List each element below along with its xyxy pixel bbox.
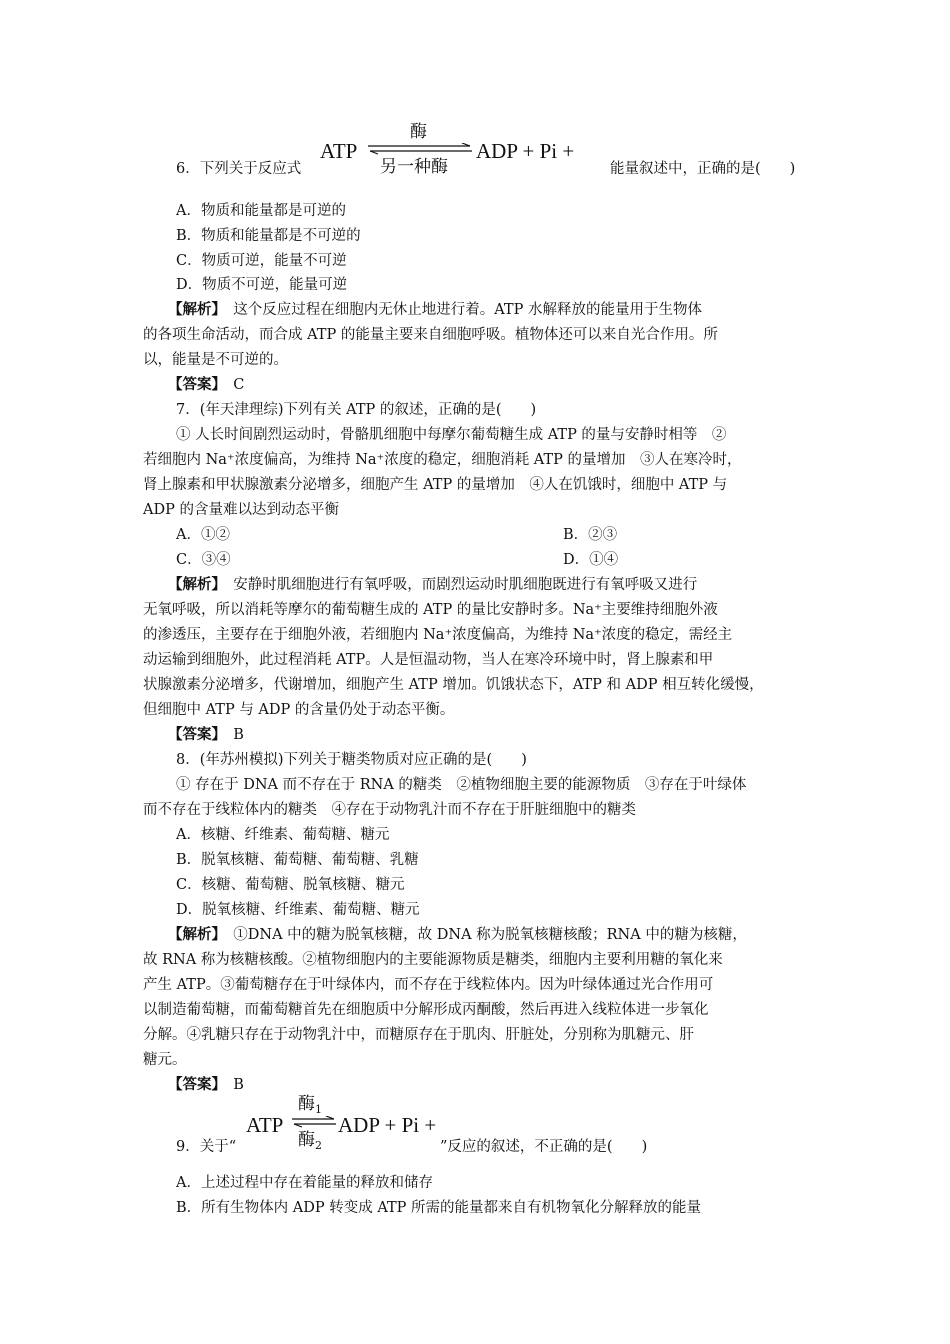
eq-bottom-enzyme: 另一种酶 [380, 157, 448, 177]
q8-analysis-line-3: 产生 ATP。③葡萄糖存在于叶绿体内，而不存在于线粒体内。因为叶绿体通过光合作用可 [143, 977, 714, 993]
q7-analysis-line-2: 无氧呼吸，所以消耗等摩尔的葡萄糖生成的 ATP 的量比安静时多。Na⁺主要维持细胞外液 [143, 602, 718, 618]
eq-atp: ATP [246, 1113, 284, 1137]
q7-stem: 7．(年天津理综)下列有关 ATP 的叙述，正确的是( ) [176, 402, 537, 418]
q6-stem-suffix: 能量叙述中，正确的是( ) [610, 161, 796, 177]
analysis-label: 【解析】 [168, 576, 219, 593]
q7-analysis-line-6: 但细胞中 ATP 与 ADP 的含量仍处于动态平衡。 [143, 702, 455, 718]
q8-option-d: D．脱氧核糖、纤维素、葡萄糖、糖元 [176, 902, 420, 918]
q7-analysis-line-3: 的渗透压，主要存在于细胞外液，若细胞内 Na⁺浓度偏高，为维持 Na⁺浓度的稳定，需经主 [143, 627, 733, 643]
q8-option-b: B．脱氧核糖、葡萄糖、葡萄糖、乳糖 [176, 852, 419, 868]
q8-analysis-line-4: 以制造葡萄糖，而葡萄糖首先在细胞质中分解形成丙酮酸，然后再进入线粒体进一步氧化 [143, 1002, 709, 1018]
q6-analysis-line-2: 的各项生命活动，而合成 ATP 的能量主要来自细胞呼吸。植物体还可以来自光合作用。所 [143, 327, 718, 343]
q6-answer: 【答案】 C [168, 376, 245, 393]
q7-body-line-2: 若细胞内 Na⁺浓度偏高，为维持 Na⁺浓度的稳定，细胞消耗 ATP 的量增加 ③人在寒冷时， [143, 452, 742, 468]
q8-analysis-line-2: 故 RNA 称为核糖核酸。②植物细胞内的主要能源物质是糖类，细胞内主要利用糖的氧化来 [143, 952, 723, 968]
eq-products: ADP + Pi + [338, 1113, 437, 1137]
eq-bottom-enzyme: 酶$_2$ [298, 1130, 322, 1152]
q7-option-a: A．①② [176, 527, 230, 543]
eq-atp: ATP [320, 139, 358, 163]
q7-option-d: D．①④ [563, 552, 619, 568]
answer-label: 【答案】 [168, 726, 219, 743]
q6-option-d: D．物质不可逆，能量可逆 [176, 277, 348, 293]
eq-products: ADP + Pi + [476, 139, 575, 163]
q7-option-b: B．②③ [563, 527, 618, 543]
q8-option-c: C．核糖、葡萄糖、脱氧核糖、糖元 [176, 877, 405, 893]
q7-option-c: C．③④ [176, 552, 231, 568]
q7-answer: 【答案】 B [168, 726, 244, 743]
q7-body-line-4: ADP 的含量难以达到动态平衡 [143, 502, 339, 518]
q7-body-line-1: ① 人长时间剧烈运动时，骨骼肌细胞中每摩尔葡萄糖生成 ATP 的量与安静时相等 ② [176, 427, 727, 443]
eq-top-enzyme: 酶 [410, 122, 427, 142]
q9-option-a: A．上述过程中存在着能量的释放和储存 [176, 1175, 433, 1191]
q6-option-c: C．物质可逆，能量不可逆 [176, 253, 347, 269]
q6-option-b: B．物质和能量都是不可逆的 [176, 228, 361, 244]
q8-body-line-2: 而不存在于线粒体内的糖类 ④存在于动物乳汁而不存在于肝脏细胞中的糖类 [143, 802, 636, 818]
q8-body-line-1: ① 存在于 DNA 而不存在于 RNA 的糖类 ②植物细胞主要的能源物质 ③存在于叶绿体 [176, 777, 747, 793]
q6-stem-prefix: 6．下列关于反应式 [176, 161, 302, 177]
q7-analysis-line-1: 【解析】 安静时肌细胞进行有氧呼吸，而剧烈运动时肌细胞既进行有氧呼吸又进行 [168, 576, 698, 593]
q6-analysis-line-1: 【解析】 这个反应过程在细胞内无休止地进行着。ATP 水解释放的能量用于生物体 [168, 301, 702, 318]
q8-stem: 8．(年苏州模拟)下列关于糖类物质对应正确的是( ) [176, 752, 527, 768]
q7-body-line-3: 肾上腺素和甲状腺激素分泌增多，细胞产生 ATP 的量增加 ④人在饥饿时，细胞中 ATP 与 [143, 477, 728, 493]
q6-option-a: A．物质和能量都是可逆的 [176, 203, 346, 219]
answer-label: 【答案】 [168, 1076, 219, 1093]
q6-analysis-line-3: 以，能量是不可逆的。 [143, 352, 288, 368]
q7-analysis-line-5: 状腺激素分泌增多，代谢增加，细胞产生 ATP 增加。饥饿状态下，ATP 和 ADP 相互转化缓慢， [143, 677, 764, 693]
q8-analysis-line-6: 糖元。 [143, 1052, 187, 1068]
analysis-label: 【解析】 [168, 301, 219, 318]
q8-answer: 【答案】 B [168, 1076, 244, 1093]
q8-analysis-line-1: 【解析】 ①DNA 中的糖为脱氧核糖，故 DNA 称为脱氧核糖核酸；RNA 中的糖为核糖， [168, 926, 747, 943]
q9-stem-suffix: ”反应的叙述，不正确的是( ) [440, 1139, 648, 1155]
eq-top-enzyme: 酶$_1$ [298, 1094, 322, 1116]
q9-option-b: B．所有生物体内 ADP 转变成 ATP 所需的能量都来自有机物氧化分解释放的能量 [176, 1200, 702, 1216]
answer-label: 【答案】 [168, 376, 219, 393]
q8-option-a: A．核糖、纤维素、葡萄糖、糖元 [176, 827, 390, 843]
reversible-arrow-icon [290, 1116, 338, 1128]
reversible-arrow-icon [366, 143, 474, 155]
q7-analysis-line-4: 动运输到细胞外，此过程消耗 ATP。人是恒温动物，当人在寒冷环境中时，肾上腺素和甲 [143, 652, 714, 668]
q8-analysis-line-5: 分解。④乳糖只存在于动物乳汁中，而糖原存在于肌肉、肝脏处，分别称为肌糖元、肝 [143, 1027, 694, 1043]
q9-stem-prefix: 9．关于“ [176, 1139, 237, 1155]
analysis-label: 【解析】 [168, 926, 219, 943]
